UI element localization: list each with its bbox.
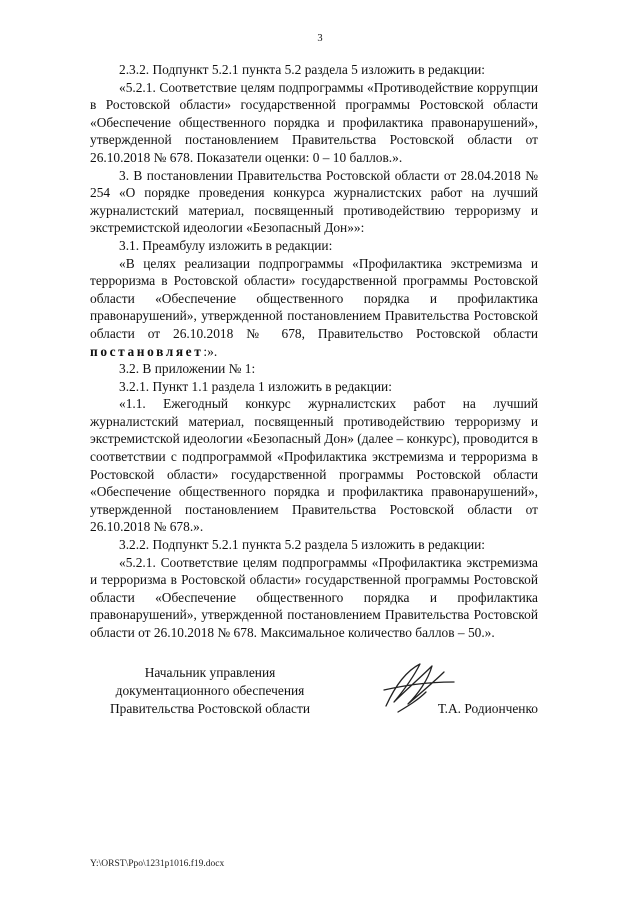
paragraph: 3.1. Преамбулу изложить в редакции: xyxy=(119,237,333,253)
emphasis-postanovlyaet: постановляет xyxy=(90,343,204,359)
signature-block xyxy=(90,664,538,724)
position-line: Правительства Ростовской области xyxy=(109,701,311,716)
position-line: Начальник управления xyxy=(144,665,276,680)
paragraph: «1.1. Ежегодный конкурс журналистских работ на лучший журналистский материал, посвященный противодействию терроризму и экстремистской идеологии «Безопасный Дон» (далее – конкурс), проводится в соответствии с подпрограммой «Профилактика экстремизма и терроризма в Ростовской области» государственной программы Ростовской области «Обеспечение общественного порядка и профилактика правонарушений», утвержденной постановлением Правительства Ростовской области от 26.10.2018 № 678.». xyxy=(90,396,538,535)
signatory-name: Т.А. Родионченко xyxy=(437,701,538,716)
paragraph: 3.2.2. Подпункт 5.2.1 пункта 5.2 раздела 5 изложить в редакции: xyxy=(119,537,485,553)
paragraph-text: «В целях реализации подпрограммы «Профилактика экстремизма и терроризма в Ростовской области» государственной программы Ростовской области «Обеспечение общественного порядка и профилактика правонарушений», утвержденной постановлением Правительства Ростовской области от 26.10.2018 № 678, Правительство Ростовской области xyxy=(90,255,538,341)
paragraph: 3.2.1. Пункт 1.1 раздела 1 изложить в редакции: xyxy=(119,378,392,394)
paragraph: «5.2.1. Соответствие целям подпрограммы «Противодействие коррупции в Ростовской области» государственной программы Ростовской области «Обеспечение общественного порядка и профилактика правонарушений», утвержденной постановлением Правительства Ростовской области от 26.10.2018 № 678. Показатели оценки: 0 – 10 баллов.». xyxy=(90,79,538,165)
paragraph: «5.2.1. Соответствие целям подпрограммы «Профилактика экстремизма и терроризма в Ростовской области» государственной программы Ростовской области «Обеспечение общественного порядка и профилактика правонарушений», утвержденной постановлением Правительства Ростовской области от 26.10.2018 № 678. Максимальное количество баллов – 50.». xyxy=(90,554,538,640)
paragraph-tail: :». xyxy=(203,343,218,359)
paragraph: 2.3.2. Подпункт 5.2.1 пункта 5.2 раздела 5 изложить в редакции: xyxy=(119,62,485,77)
position-line: документационного обеспечения xyxy=(115,683,305,698)
paragraph-preamble xyxy=(90,255,538,361)
page-number: 3 xyxy=(317,33,323,44)
file-path: Y:\ORST\Ppo\1231p1016.f19.docx xyxy=(90,859,225,869)
paragraph: 3.2. В приложении № 1: xyxy=(119,361,256,377)
signatory-position xyxy=(90,664,330,718)
document-body xyxy=(90,61,538,642)
paragraph: 3. В постановлении Правительства Ростовской области от 28.04.2018 № 254 «О порядке проведения конкурса журналистских работ на лучший журналистский материал, посвященный противодействию терроризму и экстремистской идеологии «Безопасный Дон»»: xyxy=(90,167,538,236)
